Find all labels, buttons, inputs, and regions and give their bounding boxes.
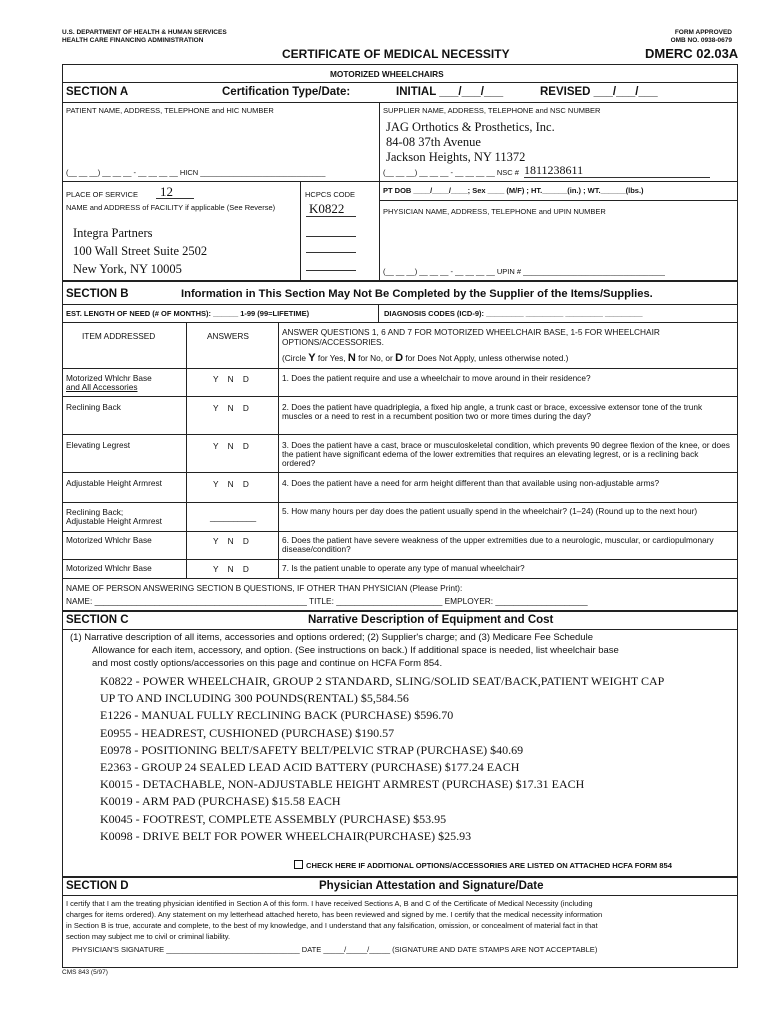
facility-address-1: 100 Wall Street Suite 2502 (73, 244, 208, 258)
narrative-item: K0015 - DETACHABLE, NON-ADJUSTABLE HEIGHT ARMREST (PURCHASE) $17.31 EACH (100, 777, 585, 792)
section-d-label: SECTION D (66, 880, 129, 892)
facility-name: Integra Partners (73, 226, 153, 240)
est-length-of-need[interactable]: EST. LENGTH OF NEED (# OF MONTHS): ______ 1-99 (99=LIFETIME) (66, 309, 310, 318)
revised-date[interactable]: REVISED ___/___/___ (540, 86, 658, 98)
place-of-service-label: PLACE OF SERVICE (66, 190, 138, 199)
row-2-answer[interactable]: Y N D (213, 403, 249, 413)
name-title-employer[interactable]: NAME: ______________________________________________ TITLE: _______________________ EMPLOYER: ____________________ (66, 596, 588, 606)
form-approved: FORM APPROVED (674, 29, 732, 36)
patient-dob-line[interactable]: PT DOB ____/____/____; Sex ____ (M/F) ; HT.______(in.) ; WT.______(lbs.) (383, 186, 644, 195)
row-7-item: Motorized Whlchr Base (66, 563, 152, 573)
nsc-number: 1811238611 (524, 163, 584, 177)
dept-line-2: HEALTH CARE FINANCING ADMINISTRATION (62, 37, 204, 44)
instructions-2: (Circle Y for Yes, N for No, or D for Does Not Apply, unless otherwise noted.) (282, 352, 569, 364)
supplier-phone[interactable]: (__ __ __) __ __ __ - __ __ __ __ NSC # (383, 168, 519, 177)
form-code: DMERC 02.03A (645, 46, 739, 61)
col-item-addressed: ITEM ADDRESSED (82, 331, 156, 341)
attestation-line-1: I certify that I am the treating physician identified in Section A of this form. I have received Sections A, B and C of the Certificate of Medical Necessity (including (66, 899, 593, 908)
narrative-item: K0019 - ARM PAD (PURCHASE) $15.58 EACH (100, 794, 341, 809)
attestation-line-2: charges for items ordered). Any statement on my letterhead attached hereto, has been reviewed and signed by me. I certify that the medical necessity information (66, 910, 603, 919)
supplier-address-2: Jackson Heights, NY 11372 (386, 150, 526, 164)
form-title: CERTIFICATE OF MEDICAL NECESSITY (282, 47, 510, 61)
narrative-item: K0822 - POWER WHEELCHAIR, GROUP 2 STANDARD, SLING/SOLID SEAT/BACK,PATIENT WEIGHT CAP (100, 674, 665, 688)
attestation-line-3: in Section B is true, accurate and complete, to the best of my knowledge, and I understand that any falsification, omission, or concealment of material fact in that (66, 921, 598, 930)
col-answers: ANSWERS (207, 331, 249, 341)
cert-type-label: Certification Type/Date: (222, 86, 351, 98)
row-6-question: 6. Does the patient have severe weakness of the upper extremities due to a neurologic, muscular, or cardiopulmonary disease/condition? (282, 535, 714, 554)
form-subtitle: MOTORIZED WHEELCHAIRS (330, 69, 444, 79)
section-a-label: SECTION A (66, 86, 129, 98)
omb-number: OMB NO. 0938-0679 (670, 37, 732, 44)
physician-signature-line[interactable]: PHYSICIAN'S SIGNATURE ________________________________ DATE _____/_____/_____ (SIGNATURE AND DATE STAMPS ARE NOT ACCEPTABLE) (72, 945, 598, 954)
hcpcs-label: HCPCS CODE (305, 190, 356, 199)
section-c-title: Narrative Description of Equipment and Cost (308, 614, 554, 626)
hcpcs-code: K0822 (309, 201, 345, 216)
supplier-label: SUPPLIER NAME, ADDRESS, TELEPHONE and NSC NUMBER (383, 106, 601, 115)
narrative-item: K0098 - DRIVE BELT FOR POWER WHEELCHAIR(PURCHASE) $25.93 (100, 828, 472, 843)
narrative-items (100, 673, 664, 845)
hcfa-854-checkbox-row[interactable]: CHECK HERE IF ADDITIONAL OPTIONS/ACCESSORIES ARE LISTED ON ATTACHED HCFA FORM 854 (294, 860, 672, 870)
row-3-answer[interactable]: Y N D (213, 441, 249, 451)
narrative-instr-2: Allowance for each item, accessory, and option. (See instructions on back.) If additional space is needed, list wheelchair base (92, 645, 619, 656)
form-id: CMS 843 (5/97) (62, 969, 108, 976)
section-b-title: Information in This Section May Not Be Completed by the Supplier of the Items/Supplies. (181, 288, 653, 300)
row-1-answer[interactable]: Y N D (213, 374, 249, 384)
place-of-service: 12 (160, 184, 173, 199)
row-7-answer[interactable]: Y N D (213, 564, 249, 574)
section-b-label: SECTION B (66, 288, 129, 300)
narrative-instr-1: (1) Narrative description of all items, accessories and options ordered; (2) Supplier's charge; and (3) Medicare Fee Schedule (70, 632, 593, 643)
narrative-item: UP TO AND INCLUDING 300 POUNDS(RENTAL) $5,584.56 (100, 691, 409, 706)
row-5-item: Reclining Back; Adjustable Height Armrest (66, 507, 162, 526)
diagnosis-codes[interactable]: DIAGNOSIS CODES (ICD-9): _________ _________ _________ _________ (384, 309, 643, 318)
patient-phone-hicn[interactable]: (__ __ __) __ __ __ - __ __ __ __ HICN ______________________________ (66, 168, 326, 177)
row-3-question: 3. Does the patient have a cast, brace or musculoskeletal condition, which prevents 90 degree flexion of the knee, or does the patient have significant edema of the lower extremities that requires an elevating legrest, or is a reclining back ordered? (282, 440, 730, 468)
patient-label: PATIENT NAME, ADDRESS, TELEPHONE and HIC NUMBER (66, 106, 274, 115)
narrative-item: E2363 - GROUP 24 SEALED LEAD ACID BATTERY (PURCHASE) $177.24 EACH (100, 760, 520, 775)
narrative-item: E0978 - POSITIONING BELT/SAFETY BELT/PELVIC STRAP (PURCHASE) $40.69 (100, 742, 524, 757)
row-5-answer[interactable]: __________ (210, 512, 257, 522)
narrative-item: E1226 - MANUAL FULLY RECLINING BACK (PURCHASE) $596.70 (100, 708, 454, 723)
row-6-answer[interactable]: Y N D (213, 536, 249, 546)
dept-line-1: U.S. DEPARTMENT OF HEALTH & HUMAN SERVICES (62, 29, 227, 36)
instructions-1: ANSWER QUESTIONS 1, 6 AND 7 FOR MOTORIZED WHEELCHAIR BASE, 1-5 FOR WHEELCHAIR OPTIONS/ACCESSORIES. (282, 327, 660, 347)
row-4-question: 4. Does the patient have a need for arm height different than that available using non-adjustable arms? (282, 478, 660, 488)
row-2-question: 2. Does the patient have quadriplegia, a fixed hip angle, a trunk cast or brace, excessive extensor tone of the trunk muscles or a need to rest in a recumbent position two or more times during the day? (282, 402, 703, 421)
section-c-label: SECTION C (66, 614, 129, 626)
row-2-item: Reclining Back (66, 402, 121, 412)
row-1-question: 1. Does the patient require and use a wheelchair to move around in their residence? (282, 373, 591, 383)
checkbox-icon[interactable] (294, 860, 303, 869)
row-4-answer[interactable]: Y N D (213, 479, 249, 489)
row-5-question: 5. How many hours per day does the patient usually spend in the wheelchair? (1–24) (Round up to the next hour) (282, 506, 698, 516)
row-1-item: Motorized Whlchr Base and All Accessories (66, 373, 152, 392)
row-3-item: Elevating Legrest (66, 440, 131, 450)
initial-date[interactable]: INITIAL ___/___/___ (396, 86, 504, 98)
row-6-item: Motorized Whlchr Base (66, 535, 152, 545)
facility-label: NAME and ADDRESS of FACILITY if applicable (See Reverse) (66, 203, 276, 212)
row-4-item: Adjustable Height Armrest (66, 478, 162, 488)
person-answering-label: NAME OF PERSON ANSWERING SECTION B QUESTIONS, IF OTHER THAN PHYSICIAN (Please Print): (66, 583, 463, 593)
attestation-line-4: section may subject me to civil or criminal liability. (66, 932, 231, 941)
section-d-title: Physician Attestation and Signature/Date (319, 880, 544, 892)
physician-phone-upin[interactable]: (__ __ __) __ __ __ - __ __ __ __ UPIN # __________________________________ (383, 267, 665, 276)
narrative-item: K0045 - FOOTREST, COMPLETE ASSEMBLY (PURCHASE) $53.95 (100, 811, 447, 826)
narrative-item: E0955 - HEADREST, CUSHIONED (PURCHASE) $190.57 (100, 725, 395, 740)
row-7-question: 7. Is the patient unable to operate any type of manual wheelchair? (282, 563, 525, 573)
supplier-address-1: 84-08 37th Avenue (386, 135, 481, 149)
physician-label: PHYSICIAN NAME, ADDRESS, TELEPHONE and UPIN NUMBER (383, 207, 606, 216)
supplier-name: JAG Orthotics & Prosthetics, Inc. (386, 120, 555, 134)
facility-address-2: New York, NY 10005 (73, 262, 182, 276)
narrative-instr-3: and most costly options/accessories on this page and continue on HCFA Form 854. (92, 658, 443, 669)
